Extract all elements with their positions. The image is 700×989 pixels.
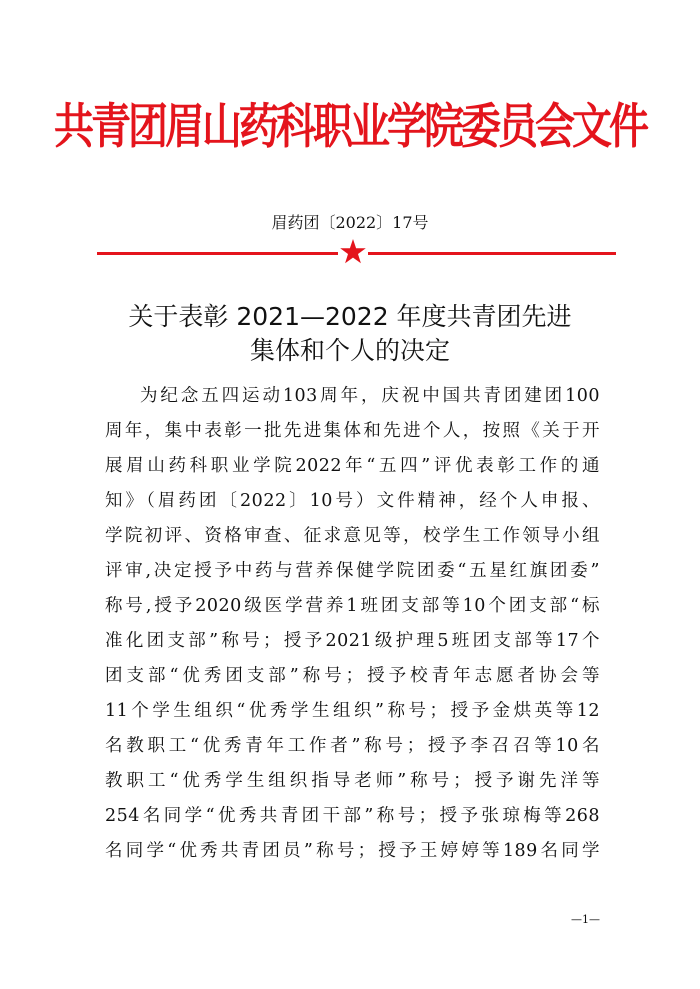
document-title-line-1: 关于表彰 2021—2022 年度共青团先进	[128, 302, 572, 331]
body-line: 为纪念五四运动103周年，庆祝中国共青团建团100	[140, 386, 600, 406]
body-line: 254名同学“优秀共青团干部”称号；授予张琼梅等268	[105, 806, 600, 826]
body-line: 知》（眉药团〔2022〕10号）文件精神，经个人申报、	[105, 491, 600, 511]
body-line: 名教职工“优秀青年工作者”称号；授予李召召等10名	[105, 736, 600, 756]
body-line: 评审,决定授予中药与营养保健学院团委“五星红旗团委”	[105, 561, 600, 581]
body-line: 名同学“优秀共青团员”称号；授予王婷婷等189名同学	[105, 841, 600, 861]
masthead-title: 共青团眉山药科职业学院委员会文件	[54, 99, 646, 155]
red-divider-left	[97, 252, 338, 255]
body-line: 称号,授予2020级医学营养1班团支部等10个团支部“标	[105, 596, 600, 616]
document-title-line-2: 集体和个人的决定	[249, 336, 450, 365]
body-line: 学院初评、资格审查、征求意见等，校学生工作领导小组	[105, 526, 600, 546]
page-number: —1—	[571, 913, 600, 926]
red-divider-right	[368, 252, 616, 255]
body-line: 周年，集中表彰一批先进集体和先进个人，按照《关于开	[105, 421, 600, 441]
body-line: 11个学生组织“优秀学生组织”称号；授予金烘英等12	[105, 701, 600, 721]
body-line: 展眉山药科职业学院2022年“五四”评优表彰工作的通	[105, 456, 600, 476]
body-line: 准化团支部”称号；授予2021级护理5班团支部等17个	[105, 631, 600, 651]
body-line: 团支部“优秀团支部”称号；授予校青年志愿者协会等	[105, 666, 600, 686]
star-icon	[339, 238, 367, 266]
body-line: 教职工“优秀学生组织指导老师”称号；授予谢先洋等	[105, 771, 600, 791]
document-number: 眉药团〔2022〕17号	[271, 213, 429, 232]
